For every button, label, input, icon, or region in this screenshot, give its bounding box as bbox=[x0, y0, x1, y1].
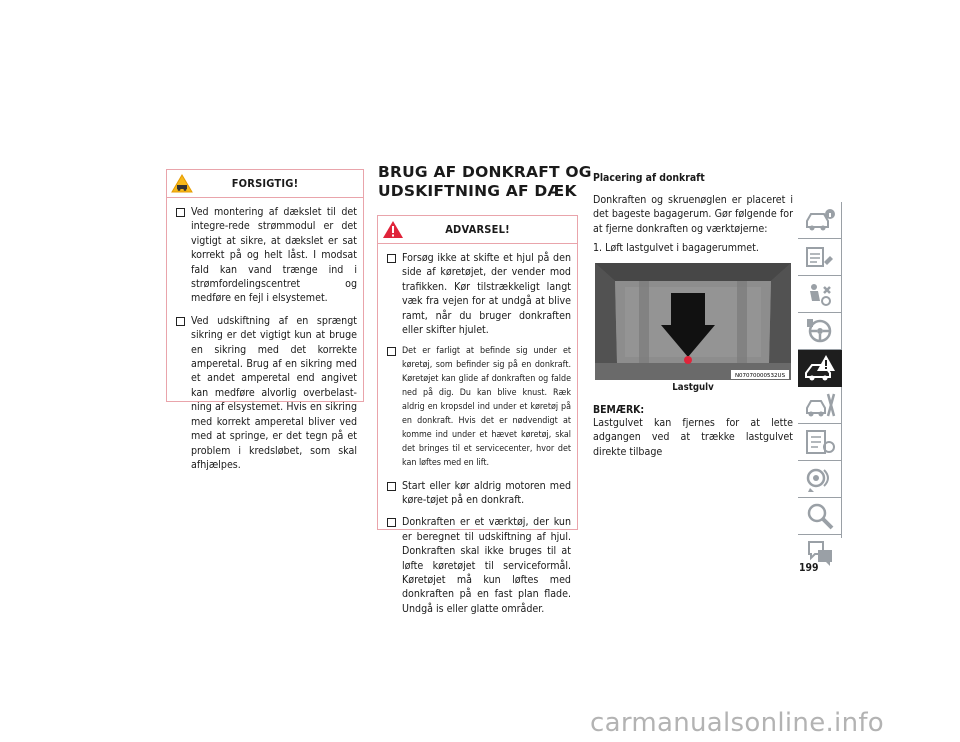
warning-item bbox=[384, 515, 571, 616]
placement-heading: Placering af donkraft bbox=[593, 172, 705, 184]
checkbox-icon bbox=[387, 482, 396, 491]
watermark: carmanualsonline.info bbox=[590, 708, 885, 738]
caution-title: FORSIGTIG! bbox=[231, 177, 299, 190]
caution-warning-icon bbox=[171, 174, 193, 193]
tab-car-info[interactable] bbox=[798, 202, 842, 239]
warning-item-text: Forsøg ikke at skifte et hjul på den side af køretøjet, der vender mod trafikken. Kør tilstrækkeligt langt væk fra vejen for at undgå at blive ramt, når du bruger donkraften eller skifter hjulet. bbox=[402, 252, 571, 337]
tab-dashboard[interactable] bbox=[798, 239, 842, 276]
caution-item-text: Ved udskiftning af en sprængt sikring er det vigtigt kun at bruge en sikring med det korrekte amperetal. Brug af en sikring med et andet amperetal end angivet kan medføre alvorlig overbelast-ning af elsystemet. Hvis en sikring med korrekt amperetal bliver ved med at springe, er det tegn på et problem i kredsløbet, som skal afhjælpes. bbox=[191, 314, 357, 471]
checkbox-icon bbox=[387, 347, 396, 356]
warning-title: ADVARSEL! bbox=[445, 223, 510, 236]
tab-emergency[interactable] bbox=[798, 350, 842, 387]
step-1: 1. Løft lastgulvet i bagagerummet. bbox=[593, 242, 759, 254]
driving-icon bbox=[804, 316, 836, 346]
warning-item-text: Det er farligt at befinde sig under et køretøj, som befinder sig på en donkraft. Køretøjet kan glide af donkraften og falde ned på dig. Du kan blive knust. Ræk aldrig en kropsdel ind under et køretøj på en donkraft. Hvis det er nødvendigt at komme ind under et hævet køretøj, skal det bringes til et servicecenter, hvor det kan løftes med en lift. bbox=[402, 346, 571, 468]
tab-driving[interactable] bbox=[798, 313, 842, 350]
warning-item-text: Donkraften er et værktøj, der kun er beregnet til udskiftning af hjul. Donkraften skal ikke bruges til at løfte køretøjet til serviceformål. Køretøjet må kun løftes med donkraften på en fast plan flade. Undgå is eller glatte områder. bbox=[402, 516, 571, 615]
warning-header bbox=[378, 216, 577, 244]
page-number: 199 bbox=[799, 562, 819, 574]
warning-item bbox=[384, 345, 571, 470]
tab-specifications[interactable] bbox=[798, 424, 842, 461]
warning-item-text: Start eller kør aldrig motoren med køre-tøjet på en donkraft. bbox=[402, 479, 571, 506]
service-icon bbox=[804, 390, 836, 420]
caution-item bbox=[173, 205, 357, 306]
warning-item bbox=[384, 479, 571, 508]
cargo-floor-image bbox=[595, 263, 791, 380]
caution-item-text: Ved montering af dækslet til det integre-rede strømmodul er det vigtigt at sikre, at dækslet er sat korrekt på og helt låst. I modsat fald kan vand trænge ind i strømfordelingscentret og medføre en fejl i elsystemet. bbox=[191, 206, 357, 305]
warning-item bbox=[384, 251, 571, 337]
note-text: Lastgulvet kan fjernes for at lette adgangen ved at trække lastgulvet direkte tilbage bbox=[593, 417, 793, 458]
tab-service[interactable] bbox=[798, 387, 842, 424]
multimedia-icon bbox=[804, 464, 836, 494]
index-icon bbox=[804, 501, 836, 531]
checkbox-icon bbox=[176, 208, 185, 217]
checkbox-icon bbox=[387, 518, 396, 527]
placement-intro: Donkraften og skruenøglen er placeret i det bageste bagagerum. Gør følgende for at fjerne donkraften og værktøjerne: bbox=[593, 194, 793, 235]
image-code: N07070000532US bbox=[734, 373, 786, 379]
tab-safety[interactable] bbox=[798, 276, 842, 313]
image-caption: Lastgulv bbox=[672, 382, 714, 393]
tab-multimedia[interactable] bbox=[798, 461, 842, 498]
caution-header bbox=[167, 170, 363, 198]
car-info-icon bbox=[804, 205, 836, 235]
caution-item bbox=[173, 314, 357, 472]
safety-icon bbox=[804, 279, 836, 309]
tab-index[interactable] bbox=[798, 498, 842, 535]
note-label: BEMÆRK: bbox=[593, 404, 645, 416]
checkbox-icon bbox=[387, 254, 396, 263]
specifications-icon bbox=[804, 427, 836, 457]
warning-triangle-icon bbox=[382, 220, 404, 239]
section-title: BRUG AF DONKRAFT OG UDSKIFTNING AF DÆK bbox=[378, 163, 592, 200]
warning-box bbox=[377, 215, 578, 615]
emergency-icon bbox=[804, 353, 836, 383]
checkbox-icon bbox=[176, 317, 185, 326]
caution-box bbox=[166, 169, 364, 471]
dashboard-icon bbox=[804, 242, 836, 272]
